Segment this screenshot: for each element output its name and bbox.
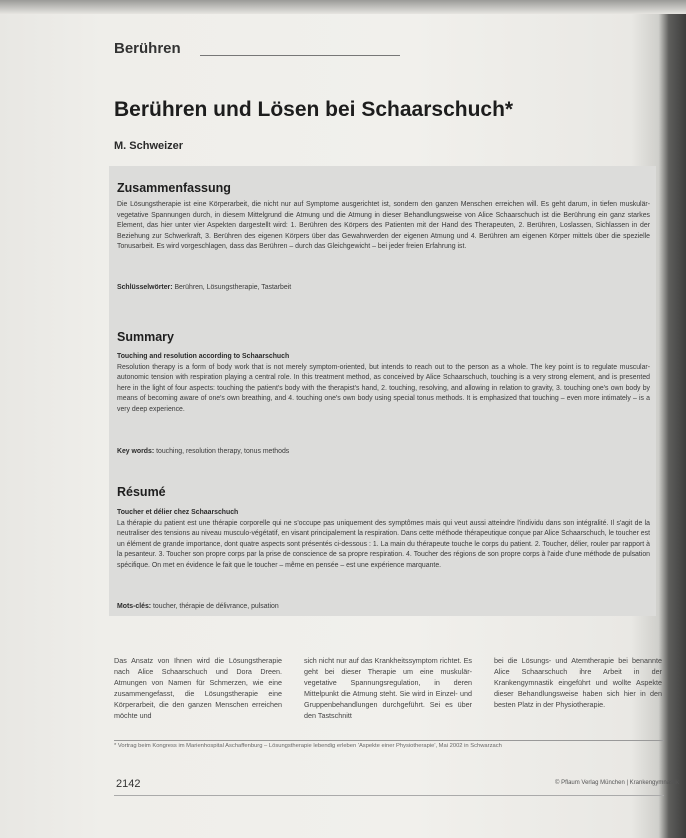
scan-shadow bbox=[0, 0, 686, 14]
keywords-label-fr: Mots-clés: bbox=[117, 603, 152, 610]
body-columns bbox=[114, 655, 664, 737]
keywords-en: touching, resolution therapy, tonus methods bbox=[156, 448, 290, 455]
heading-resume: Résumé bbox=[117, 485, 166, 499]
summary-text: Resolution therapy is a form of body work that is not merely symptom-oriented, but intends to reach out to the person as a whole. The key point is to regulate muscular-autonomic tension with respiration playing a central role. In this treatment method, as conceived by Alice Schaarschuch, touching is a very strong element, and is presented here in the light of four aspects: touching the patient's body with the therapist's hand, 2. touching, resolving, and allowing in relation to gravity, 3. touching one's own body by means of becoming aware of one's own breathing, and 4. touching one's own body using special tonus methods. It is emphasized that touching – even more intimately – is a very deep experience. bbox=[117, 363, 650, 413]
summary-keywords bbox=[117, 447, 650, 457]
article-title: Berühren und Lösen bei Schaarschuch* bbox=[114, 98, 514, 121]
running-head-text: Berühren bbox=[114, 40, 181, 57]
resume-subheading: Toucher et délier chez Schaarschuch bbox=[117, 509, 239, 516]
running-head-rule bbox=[200, 55, 400, 56]
zusammenfassung-text: Die Lösungstherapie ist eine Körperarbeit, die nicht nur auf Symptome ausgerichtet ist, sondern den ganzen Menschen erreichen will. Es geht darum, in tiefen muskulär-vegetative Spannungen durch, in diesem Mittelgrund die Atmung und die Atmung in dieser Behandlungsweise von Alice Schaarschuch ist die Berührung ein ganz starkes Element, das hier unter vier Aspekten dargestellt wird: 1. Berühren des Körpers des Patienten mit der Hand des Therapeuten, 2. Berühren, Loslassen, Sichlassen in der Beziehung zur Schwerkraft, 3. Berühren des eigenen Körpers über das Gewahrwerden der eigenen Atmung und 4. Berühren am eigenen Körper mittels über die spezielle Tonusarbeit. Es wird vorgeschlagen, dass das Berühren – durch das Gleichgewicht – bei jeder freien Erfahrung ist. bbox=[117, 201, 650, 250]
body-column-1: Das Ansatz von Ihnen wird die Lösungstherapie nach Alice Schaarschuch und Dora Dreen. Atmungen von Namen für Schmerzen, wie eine zusammengefasst, die Lösungstherapie eine Körperarbeit, die den ganzen Menschen erreichen möchte und bbox=[114, 656, 282, 720]
article-author: M. Schweizer bbox=[114, 140, 184, 152]
heading-zusammenfassung: Zusammenfassung bbox=[117, 181, 231, 195]
resume-block bbox=[117, 508, 650, 571]
heading-summary: Summary bbox=[117, 330, 174, 344]
summary-block bbox=[117, 352, 650, 415]
body-column-3: bei die Lösungs- und Atemtherapie bei benannte Alice Schaarschuch ihre Arbeit in der Krankengymnastik eingeführt und wollte Aspekte dieser Behandlungsweise haben sich hier in den besten Platz in der Physiotherapie. bbox=[494, 656, 662, 709]
body-column-2: sich nicht nur auf das Krankheitssymptom richtet. Es geht bei dieser Therapie um eine muskulär-vegetative Spannungsregulation, in deren Mittelpunkt die Atmung steht. Sie wird in Einzel- und Gruppenbehandlungen durchgeführt. Sei es über den Tastschnitt bbox=[304, 656, 472, 720]
publisher-line: © Pflaum Verlag München | Krankengymnastik bbox=[555, 780, 680, 786]
keywords-fr: toucher, thérapie de délivrance, pulsation bbox=[153, 603, 279, 610]
page-number: 2142 bbox=[116, 778, 141, 790]
keywords-de: Berühren, Lösungstherapie, Tastarbeit bbox=[174, 284, 292, 291]
zusammenfassung-keywords bbox=[117, 283, 650, 293]
keywords-label-en: Key words: bbox=[117, 448, 155, 455]
resume-keywords bbox=[117, 602, 650, 612]
running-head bbox=[114, 40, 674, 58]
bottom-rule bbox=[114, 795, 664, 796]
resume-text: La thérapie du patient est une thérapie corporelle qui ne s'occupe pas uniquement des symptômes mais qui veut aussi atteindre l'individu dans son intégralité. Il s'agit de la neutraliser des tensions au niveau musculo-végétatif, en visant principalement la respiration. Dans cette méthode thérapeutique conçue par Alice Schaarschuch, le toucher est un élément de grande importance, dont quatre aspects sont présentés ci-dessous : 1. La main du thérapeute touche le corps du patient. 2. Toucher, délier, rouler par rapport à la pesanteur. 3. Toucher son propre corps par la prise de conscience de sa propre respiration. 4. Toucher des régions de son propre corps à l'aide d'une méthode de pulsation spécifique. On met en évidence le fait que le toucher – même en pensée – est une expérience marquante. bbox=[117, 519, 650, 569]
footnote: * Vortrag beim Kongress im Marienhospital Aschaffenburg – Lösungstherapie lebendig erleben 'Aspekte einer Physiotherapie', Mai 2002 in Schwarzach bbox=[114, 740, 664, 749]
keywords-label-de: Schlüsselwörter: bbox=[117, 284, 173, 291]
summary-subheading: Touching and resolution according to Schaarschuch bbox=[117, 353, 290, 360]
